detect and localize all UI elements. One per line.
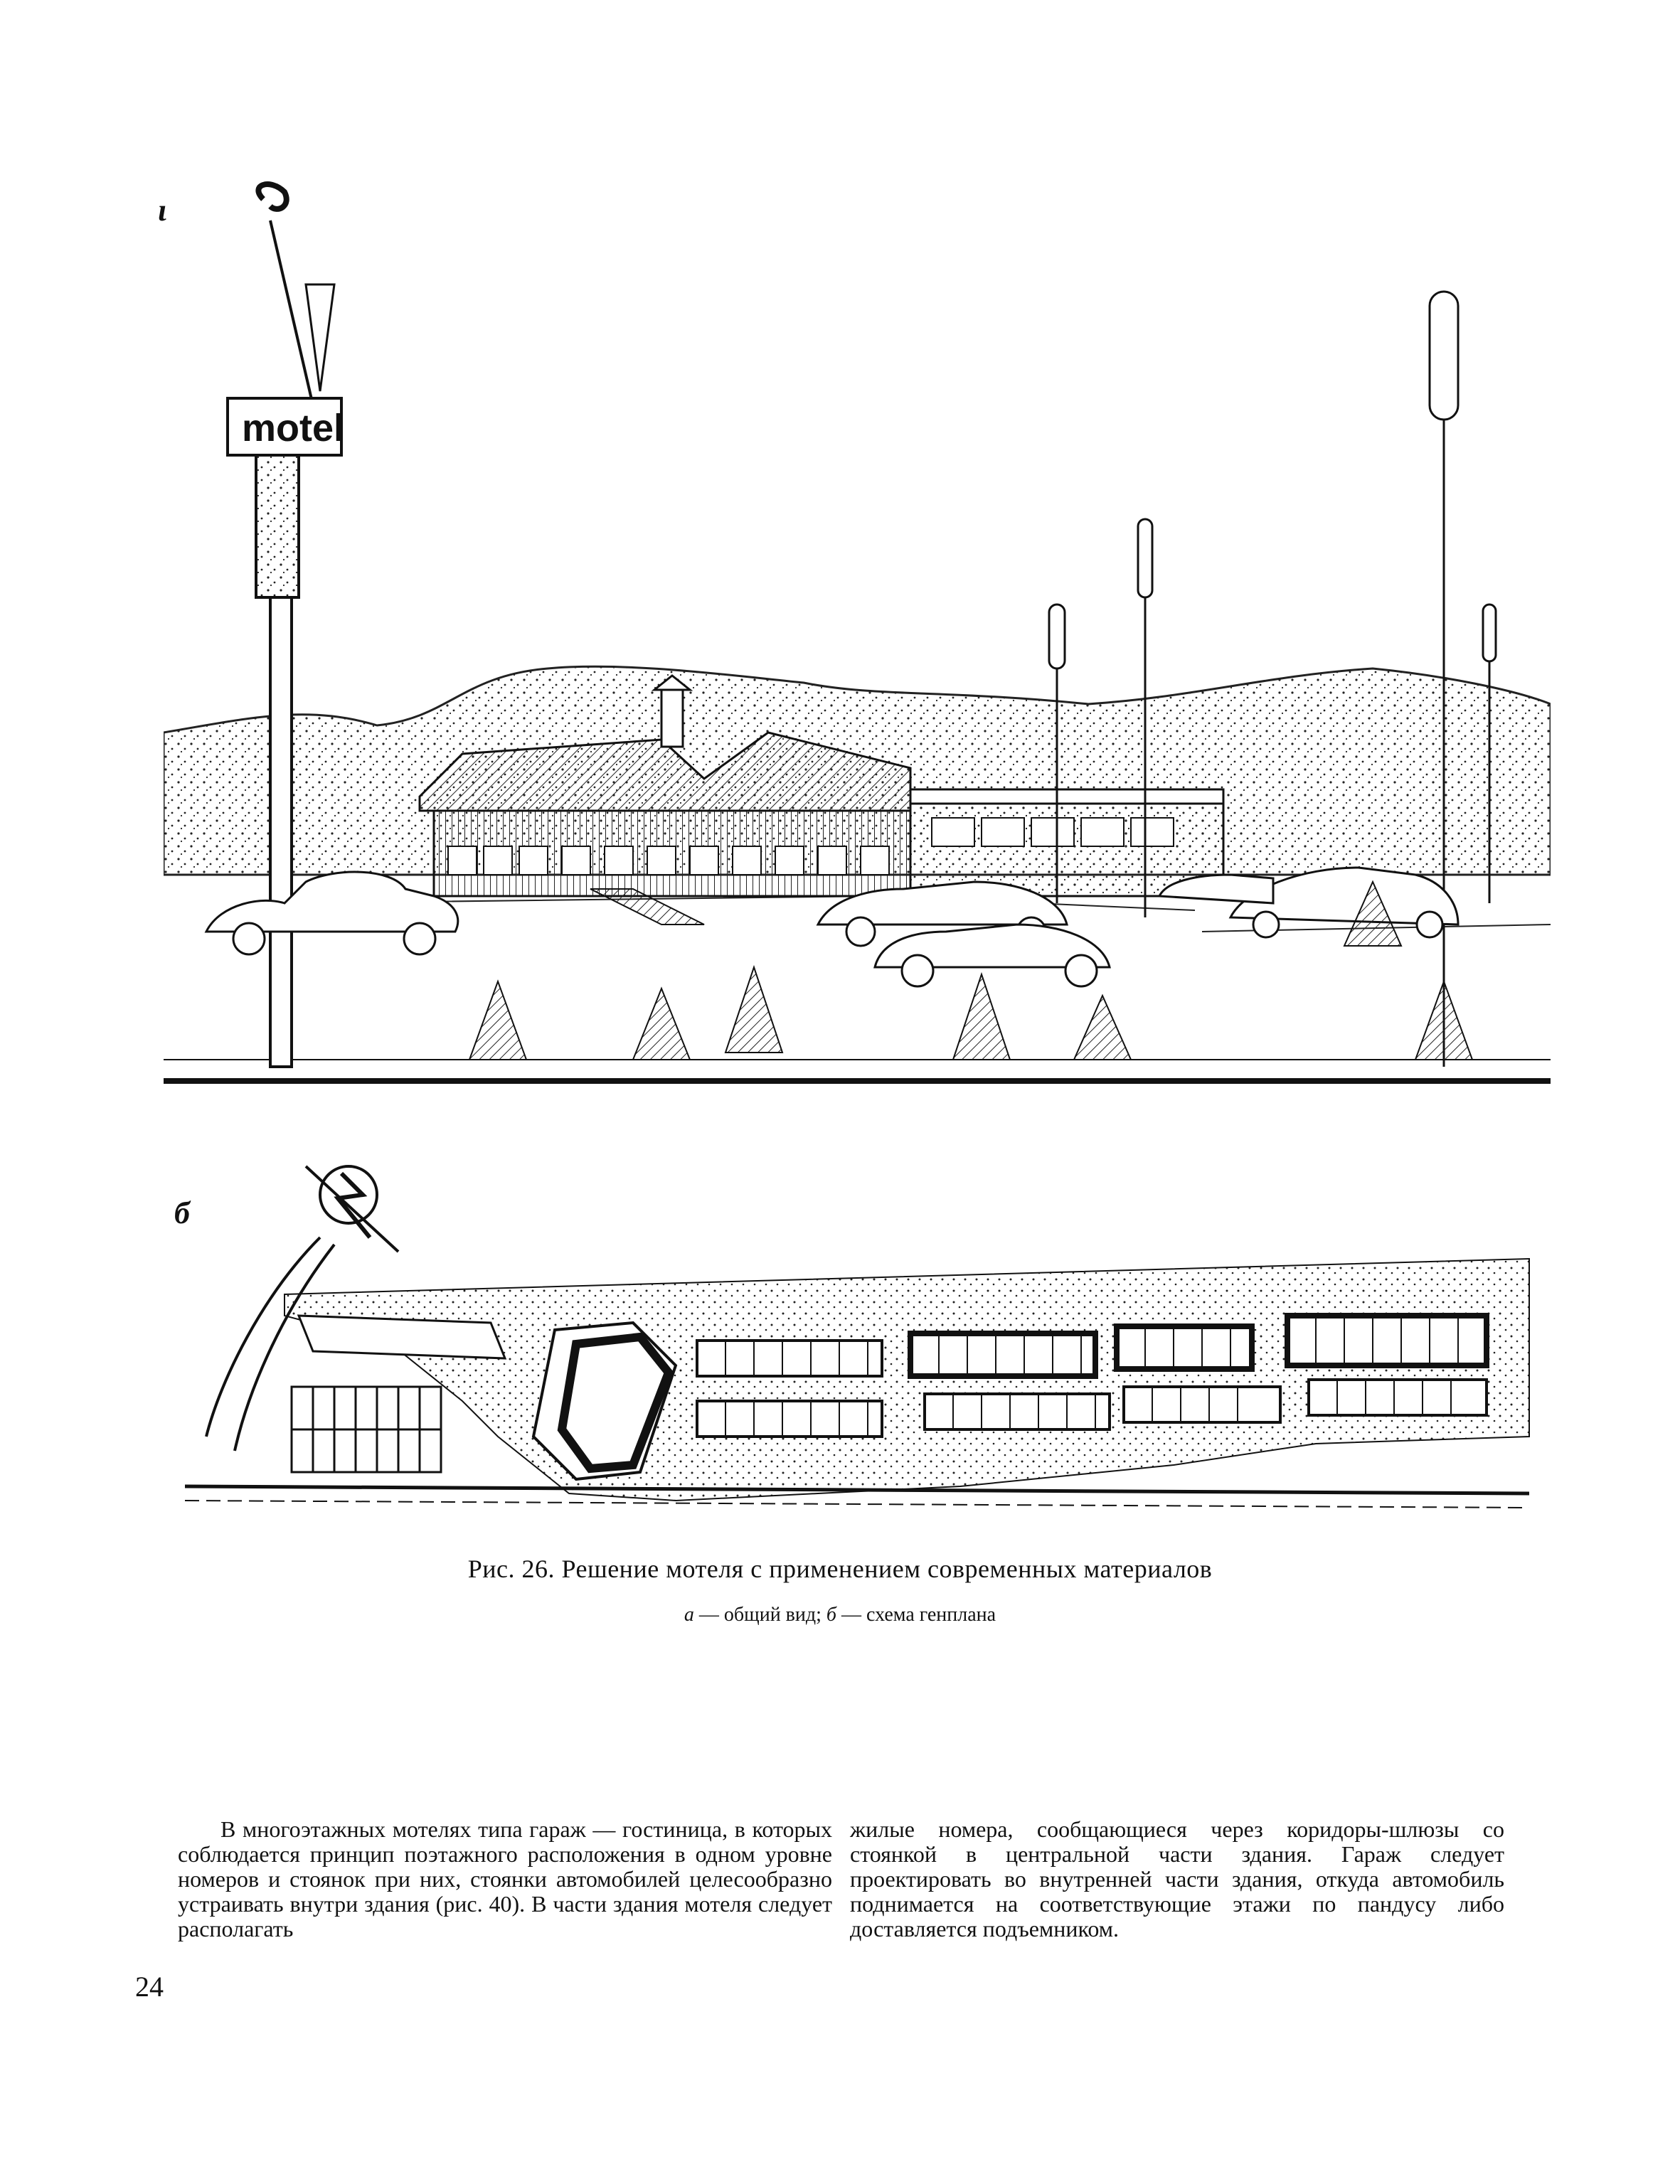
subcaption-a-letter: а <box>684 1604 694 1626</box>
parking-left <box>292 1387 441 1472</box>
motel-perspective-illustration <box>164 178 1551 1102</box>
subcaption-b-text: — схема генплана <box>841 1604 996 1626</box>
figure-label-b: б <box>174 1195 190 1230</box>
figure-caption: Рис. 26. Решение мотеля с применением современных материалов <box>467 1555 1213 1583</box>
subcaption-a-text: — общий вид; <box>698 1604 822 1626</box>
body-text-left-column: В многоэтажных мотелях типа гараж — гостиница, в которых соблюдается принцип поэтажного расположения в одном уровне номеров и стоянок при них, стоянки автомобилей целесообразно устраивать внутри здания (рис. 40). В части здания мотеля следует располагать <box>178 1816 832 1941</box>
subcaption-b-letter: б <box>826 1604 837 1626</box>
figure-subcaption <box>0 1604 1680 1626</box>
motel-sign-text: motel <box>242 407 345 449</box>
page-number: 24 <box>135 1971 164 2003</box>
site-plan-illustration <box>178 1152 1551 1522</box>
body-text-right-column: жилые номера, сообщающиеся через коридоры-шлюзы со стоянкой в центральной части здания. Гараж следует проектировать во внутренней части здания, откуда автомобиль поднимается на соответствующие этажи по пандусу либо доставляется подъемником. <box>850 1816 1504 1941</box>
figure-label-a: ɩ <box>158 193 167 228</box>
